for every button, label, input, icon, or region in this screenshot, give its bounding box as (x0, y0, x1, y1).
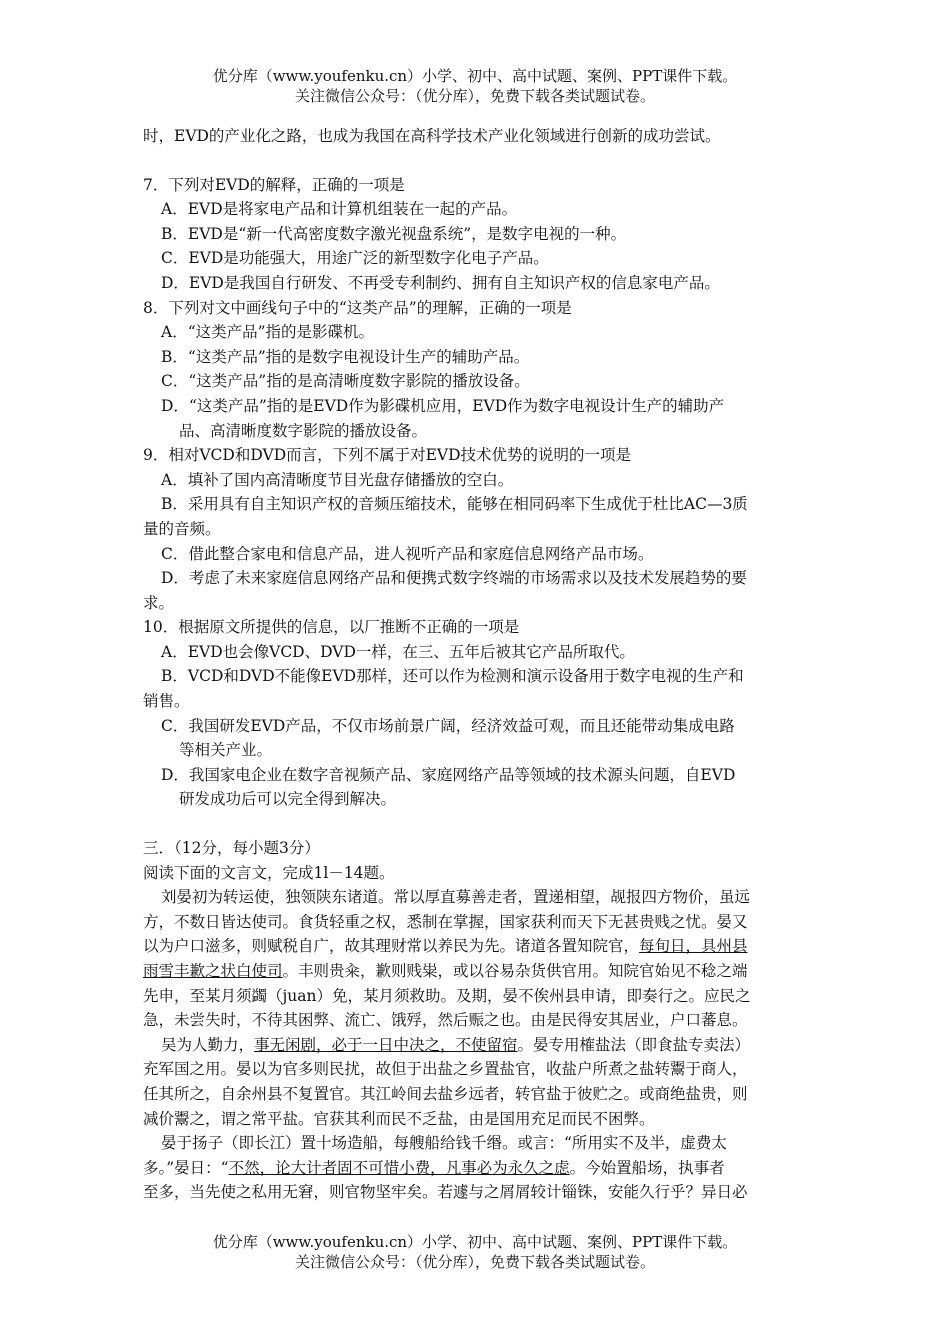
passage-line: 方，不数日皆达使司。食货轻重之权，悉制在掌握，国家获利而天下无甚贵贱之忧。晏又 (143, 912, 748, 931)
page-header (0, 66, 950, 106)
question-10 (143, 615, 809, 812)
option-d-continued: 求。 (143, 593, 175, 612)
passage-line (143, 1156, 809, 1181)
option-a: A．“这类产品”指的是影碟机。 (161, 323, 375, 342)
passage-text: 吴为人勤力， (161, 1035, 255, 1054)
underlined-sentence: 事无闲剧，必于一日中决之，不使留宿 (254, 1035, 518, 1054)
section-instruction: 阅读下面的文言文，完成1l－14题。 (143, 863, 395, 882)
option-c: C．我国研发EVD产品，不仅市场前景广阔，经济效益可观，而且还能带动集成电路 (161, 716, 735, 735)
header-line-2: 关注微信公众号：（优分库），免费下载各类试题试卷。 (294, 87, 655, 105)
question-stem: 10．根据原文所提供的信息，以厂推断不正确的一项是 (143, 618, 520, 637)
question-stem: 7．下列对EVD的解释，正确的一项是 (143, 175, 405, 194)
option-a: A．EVD也会像VCD、DVD一样，在三、五年后被其它产品所取代。 (161, 642, 635, 661)
passage-line: 充军国之用。晏以为官多则民扰，故但于出盐之乡置盐官，收盐户所煮之盐转鬻于商人， (143, 1060, 748, 1079)
passage-line: 至多，当先使之私用无窘，则官物坚牢矣。若遽与之屑屑较计锱铢，安能久行乎？异日必 (143, 1183, 748, 1202)
option-b: B．EVD是“新一代高密度数字激光视盘系统”，是数字电视的一种。 (161, 224, 627, 243)
page-footer (0, 1232, 950, 1272)
passage-text: 。丰则贵籴，歉则贱粜，或以谷易杂货供官用。知院官始见不稔之端 (282, 962, 748, 980)
passage-text: 。今始置船场，执事者 (569, 1158, 725, 1177)
option-c: C．EVD是功能强大，用途广泛的新型数字化电子产品。 (161, 249, 549, 268)
passage-line (143, 959, 809, 984)
passage-line: 刘晏初为转运使，独领陕东诸道。常以厚直募善走者，置递相望，觇报四方物价，虽远 (161, 888, 751, 907)
passage-line (143, 1033, 809, 1058)
option-b: B．采用具有自主知识产权的音频压缩技术，能够在相同码率下生成优于杜比AC—3质 (161, 495, 748, 514)
passage-text: 。晏专用榷盐法（即食盐专卖法） (517, 1035, 751, 1054)
underlined-sentence: 雨雪丰歉之状白使司 (143, 962, 283, 980)
option-d-continued: 品、高清晰度数字影院的播放设备。 (179, 421, 428, 440)
option-b: B．“这类产品”指的是数字电视设计生产的辅助产品。 (161, 347, 530, 366)
passage-line: 任其所之，自余州县不复置官。其江岭间去盐乡远者，转官盐于彼贮之。或商绝盐贵，则 (143, 1084, 748, 1103)
option-a: A．填补了国内高清晰度节目光盘存储播放的空白。 (161, 470, 514, 489)
option-c: C．借此整合家电和信息产品，进人视听产品和家庭信息网络产品市场。 (161, 544, 654, 563)
underlined-sentence: 每旬日，具州县 (639, 937, 748, 956)
section-heading: 三．（12分，每小题3分） (143, 839, 320, 858)
classical-passage (143, 885, 809, 1205)
option-b-continued: 量的音频。 (143, 519, 221, 538)
passage-text: 多。”晏日：“ (143, 1158, 229, 1177)
option-d: D．我国家电企业在数字音视频产品、家庭网络产品等领域的技术源头问题，自EVD (161, 765, 736, 784)
footer-line-1: 优分库（www.youfenku.cn）小学、初中、高中试题、案例、PPT课件下载。 (212, 1233, 738, 1251)
underlined-sentence: 不然，论大计者固不可惜小费，凡事必为永久之虑 (228, 1158, 570, 1177)
document-body (143, 124, 809, 1205)
question-7 (143, 173, 809, 296)
question-stem: 9．相对VCD和DVD而言，下列不属于对EVD技术优势的说明的一项是 (143, 446, 632, 465)
passage-line (143, 934, 809, 959)
option-d: D．考虑了未来家庭信息网络产品和便携式数字终端的市场需求以及技术发展趋势的要 (161, 569, 747, 588)
option-d-continued: 研发成功后可以完全得到解决。 (179, 790, 397, 809)
option-b-continued: 销售。 (143, 692, 190, 711)
question-8 (143, 296, 809, 444)
passage-line: 急，未尝失时，不待其困弊、流亡、饿殍，然后赈之也。由是民得安其居业，户口蕃息。 (143, 1011, 748, 1030)
question-stem: 8．下列对文中画线句子中的“这类产品”的理解，正确的一项是 (143, 298, 572, 317)
option-c: C．“这类产品”指的是高清晰度数字影院的播放设备。 (161, 372, 530, 391)
header-line-1: 优分库（www.youfenku.cn）小学、初中、高中试题、案例、PPT课件下载。 (212, 67, 738, 85)
option-c-continued: 等相关产业。 (179, 741, 273, 760)
passage-line: 晏于扬子（即长江）置十场造船，每艘船给钱千缗。或言：“所用实不及半，虚费太 (161, 1134, 727, 1153)
option-b: B．VCD和DVD不能像EVD那样，还可以作为检测和演示设备用于数字电视的生产和 (161, 667, 744, 686)
question-9 (143, 443, 809, 615)
passage-line: 先申，至某月须蠲（juan）免，某月须救助。及期，晏不俟州县申请，即奏行之。应民之 (143, 986, 751, 1005)
option-a: A．EVD是将家电产品和计算机组装在一起的产品。 (161, 200, 518, 219)
option-d: D．EVD是我国自行研发、不再受专利制约、拥有自主知识产权的信息家电产品。 (161, 273, 720, 292)
passage-line: 减价鬻之，谓之常平盐。官获其利而民不乏盐，由是国用充足而民不困弊。 (143, 1109, 655, 1128)
option-d: D．“这类产品”指的是EVD作为影碟机应用，EVD作为数字电视设计生产的辅助产 (161, 396, 725, 415)
passage-text: 以为户口滋多，则赋税自广，故其理财常以养民为先。诸道各置知院官， (143, 937, 640, 956)
footer-line-2: 关注微信公众号：（优分库），免费下载各类试题试卷。 (294, 1253, 655, 1271)
intro-tail: 时，EVD的产业化之路，也成为我国在高科学技术产业化领域进行创新的成功尝试。 (143, 127, 721, 145)
